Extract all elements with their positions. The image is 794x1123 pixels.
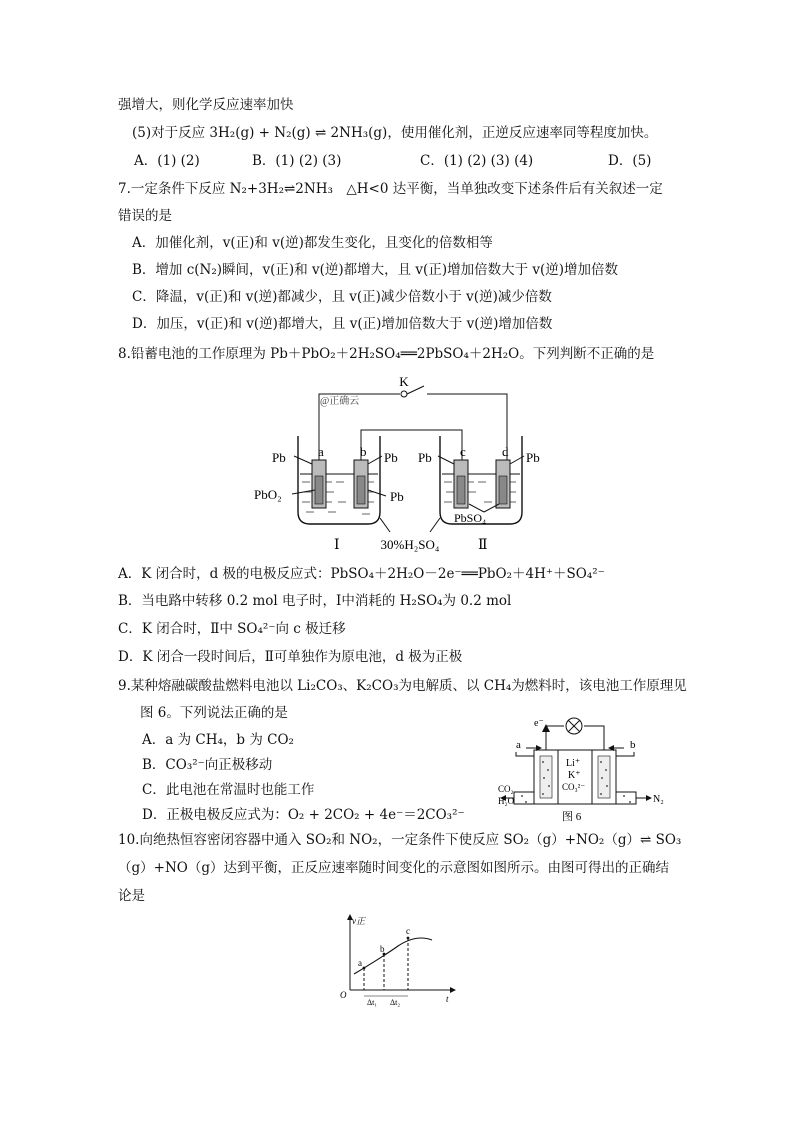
question-7: 7.一定条件下反应 N₂+3H₂⇌2NH₃ △H<0 达平衡，当单独改变下述条件后有关叙述一定: [118, 181, 663, 197]
dt1-label: Δt₁: [367, 998, 378, 1007]
option-d: D．(5): [608, 153, 652, 169]
option-b: B．增加 c(N₂)瞬间，v(正)和 v(逆)都增大，且 v(正)增加倍数大于 v(逆)增加倍数: [132, 262, 619, 278]
option-a: A．(1) (2): [134, 153, 200, 169]
option-c: C．(1) (2) (3) (4): [420, 153, 534, 169]
origin-label: O: [340, 990, 347, 1000]
text-line: 图 6。下列说法正确的是: [140, 705, 288, 721]
option-b: B．当电路中转移 0.2 mol 电子时，Ⅰ中消耗的 H₂SO₄为 0.2 mol: [118, 593, 512, 609]
option-d: D．K 闭合一段时间后，Ⅱ可单独作为原电池，d 极为正极: [118, 649, 463, 665]
label-pb: Pb: [418, 450, 432, 465]
option-a: A．K 闭合时，d 极的电极反应式：PbSO₄＋2H₂O－2e⁻══PbO₂＋4H⁺＋SO₄²⁻: [118, 566, 605, 582]
option-b: B．CO₃²⁻向正极移动: [142, 757, 273, 773]
point-b: b: [380, 944, 385, 954]
text-line: 强增大，则化学反应速率加快: [118, 97, 294, 113]
label-pbso4: PbSO₄: [454, 511, 487, 525]
label-pb: Pb: [526, 450, 540, 465]
text-line: (5)对于反应 3H₂(g) + N₂(g) ⇌ 2NH₃(g)，使用催化剂，正逆反应速率同等程度加快。: [132, 125, 658, 141]
text-line: 错误的是: [118, 208, 172, 224]
text-line: 论是: [118, 888, 145, 904]
switch-label: K: [399, 374, 409, 389]
option-c: C．此电池在常温时也能工作: [142, 782, 315, 798]
fuel-cell-figure: [496, 712, 666, 824]
label-pb: Pb: [384, 450, 398, 465]
figure-caption: 图 6: [562, 811, 582, 823]
option-d: D．加压，v(正)和 v(逆)都增大，且 v(正)增加倍数大于 v(逆)增加倍数: [132, 316, 553, 332]
electron-label: e⁻: [534, 718, 544, 729]
lead-battery-figure: [254, 372, 562, 562]
label-b: b: [630, 739, 636, 751]
x-axis-label: t: [446, 994, 449, 1004]
label-a: a: [318, 444, 324, 459]
rate-time-graph: [336, 912, 460, 1008]
option-c: C．K 闭合时，Ⅱ中 SO₄²⁻向 c 极迁移: [118, 621, 346, 637]
option-a: A．加催化剂，v(正)和 v(逆)都发生变化，且变化的倍数相等: [132, 235, 493, 251]
label-beaker-2: Ⅱ: [478, 538, 488, 553]
label-acid: 30%H₂SO₄: [380, 537, 440, 552]
option-b: B．(1) (2) (3): [252, 153, 342, 169]
label-h2o: H₂O: [498, 796, 515, 806]
label-beaker-1: Ⅰ: [334, 538, 340, 553]
point-c: c: [406, 926, 410, 936]
label-b: b: [360, 444, 367, 459]
label-d: d: [502, 444, 509, 459]
label-co2: CO₂: [498, 784, 514, 794]
label-k: K⁺: [568, 770, 581, 781]
y-axis-label: v正: [352, 916, 365, 926]
label-co3: CO₃²⁻: [562, 782, 586, 792]
label-a: a: [516, 739, 521, 751]
option-d: D．正极电极反应式为：O₂ + 2CO₂ + 4e⁻＝2CO₃²⁻: [142, 807, 465, 823]
watermark: @正确云: [320, 396, 360, 407]
question-9: 9.某种熔融碳酸盐燃料电池以 Li₂CO₃、K₂CO₃为电解质、以 CH₄为燃料时，该电池工作原理见: [118, 678, 687, 694]
option-c: C．降温，v(正)和 v(逆)都减少，且 v(正)减少倍数小于 v(逆)减少倍数: [132, 289, 552, 305]
label-c: c: [460, 444, 466, 459]
dt2-label: Δt₂: [390, 998, 401, 1007]
label-pb: Pb: [272, 450, 286, 465]
question-8: 8.铅蓄电池的工作原理为 Pb＋PbO₂＋2H₂SO₄══2PbSO₄＋2H₂O。下列判断不正确的是: [118, 346, 655, 362]
label-li: Li⁺: [566, 758, 581, 769]
point-a: a: [358, 958, 362, 968]
label-pb: Pb: [390, 489, 404, 504]
text-line: （g）+NO（g）达到平衡，正反应速率随时间变化的示意图如图所示。由图可得出的正确结: [118, 860, 669, 876]
label-pbo2: PbO₂: [254, 487, 282, 502]
label-n2: N₂: [653, 794, 664, 805]
question-10: 10.向绝热恒容密闭容器中通入 SO₂和 NO₂，一定条件下使反应 SO₂（g）+NO₂（g）⇌ SO₃: [118, 832, 682, 848]
option-a: A．a 为 CH₄，b 为 CO₂: [142, 732, 294, 748]
